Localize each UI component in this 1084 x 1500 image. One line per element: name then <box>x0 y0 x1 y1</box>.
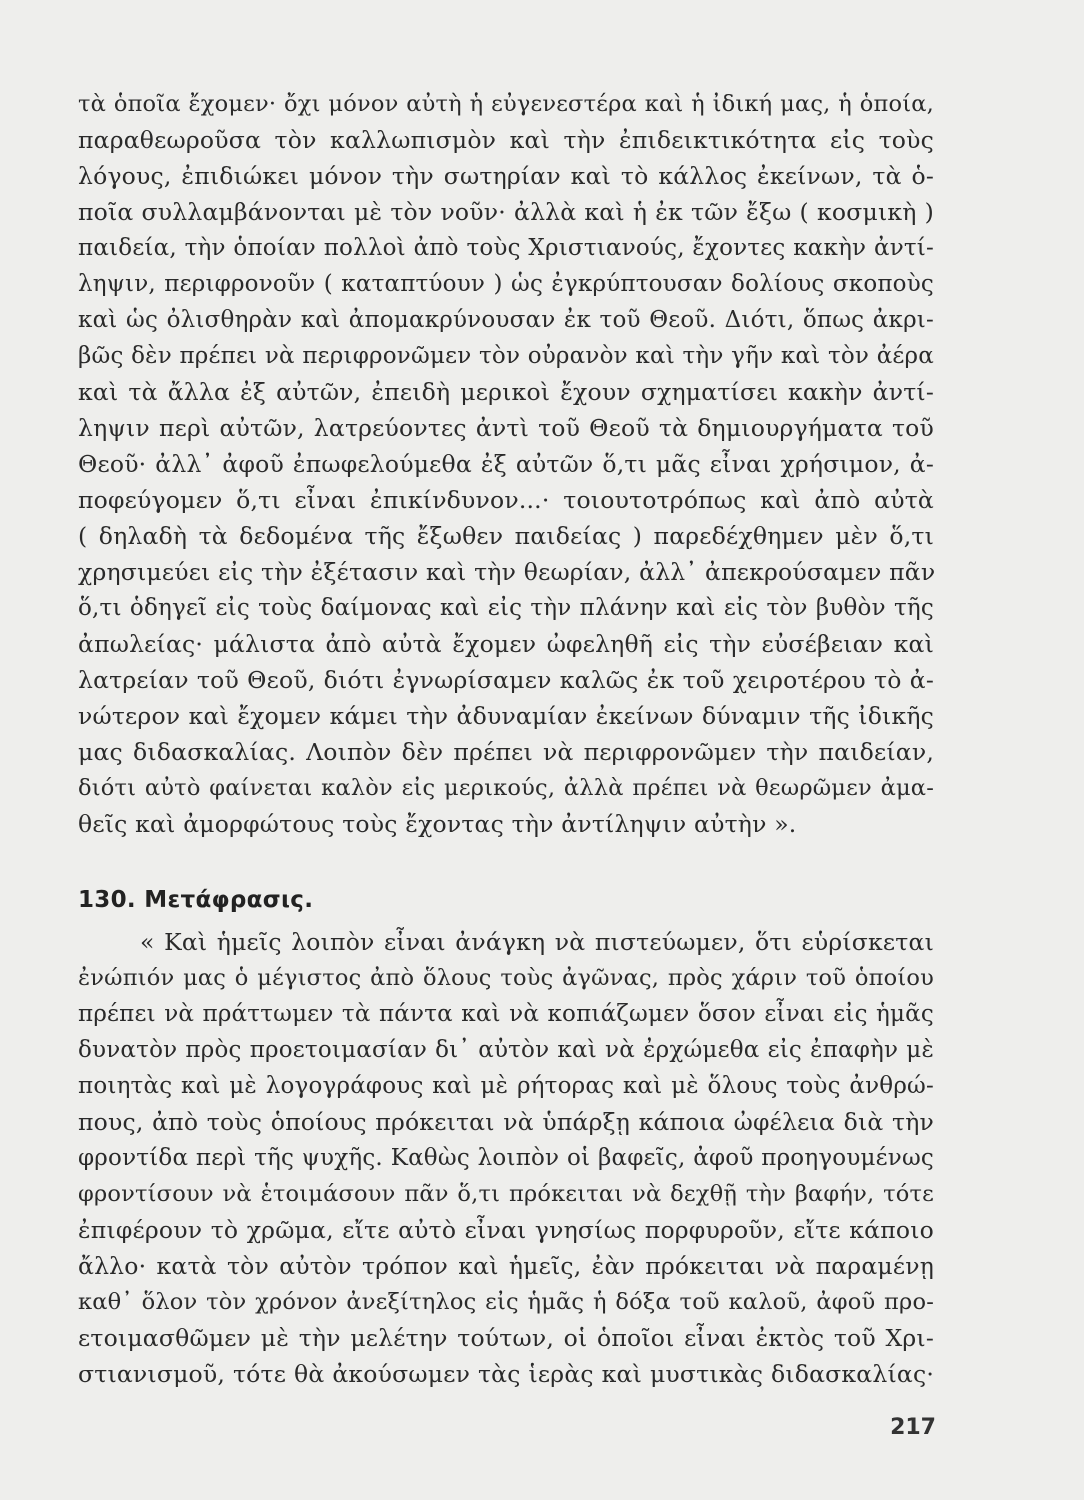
text-line: Θεοῦ· ἀλλ᾽ ἀφοῦ ἐπωφελούμεθα ἐξ αὐτῶν ὅ,τι μᾶς εἶναι χρήσιμον, ἀ- <box>78 450 934 478</box>
text-line: ἀπωλείας· μάλιστα ἀπὸ αὐτὰ ἔχομεν ὠφεληθῆ εἰς τὴν εὐσέβειαν καὶ <box>78 630 934 658</box>
text-line: βῶς δὲν πρέπει νὰ περιφρονῶμεν τὸν οὐρανὸν καὶ τὴν γῆν καὶ τὸν ἀέρα <box>78 343 934 369</box>
page-number: 217 <box>890 1415 936 1440</box>
text-line: ληψιν περὶ αὐτῶν, λατρεύοντες ἀντὶ τοῦ Θεοῦ τὰ δημιουργήματα τοῦ <box>78 414 934 442</box>
text-line: τὰ ὁποῖα ἔχομεν· ὄχι μόνον αὐτὴ ἡ εὐγενεστέρα καὶ ἡ ἰδική μας, ἡ ὁποία, <box>78 91 934 117</box>
text-line: ἄλλο· κατὰ τὸν αὐτὸν τρόπον καὶ ἡμεῖς, ἐὰν πρόκειται νὰ παραμένῃ <box>78 1252 934 1280</box>
text-line: φροντίδα περὶ τῆς ψυχῆς. Καθὼς λοιπὸν οἱ βαφεῖς, ἀφοῦ προηγουμένως <box>78 1145 934 1171</box>
text-line: καὶ ὡς ὀλισθηρὰν καὶ ἀπομακρύνουσαν ἐκ τοῦ Θεοῦ. Διότι, ὅπως ἀκρι- <box>78 307 934 333</box>
text-line: λόγους, ἐπιδιώκει μόνον τὴν σωτηρίαν καὶ τὸ κάλλος ἐκείνων, τὰ ὁ- <box>78 162 934 190</box>
text-line: χρησιμεύει εἰς τὴν ἐξέτασιν καὶ τὴν θεωρίαν, ἀλλ᾽ ἀπεκρούσαμεν πᾶν <box>78 558 936 586</box>
text-line: ποῖα συλλαμβάνονται μὲ τὸν νοῦν· ἀλλὰ καὶ ἡ ἐκ τῶν ἔξω ( κοσμικὴ ) <box>78 198 934 226</box>
text-line: ετοιμασθῶμεν μὲ τὴν μελέτην τούτων, οἱ ὁποῖοι εἶναι ἐκτὸς τοῦ Χρι- <box>78 1324 934 1352</box>
text-line: καθ᾽ ὅλον τὸν χρόνον ἀνεξίτηλος εἰς ἡμᾶς ἡ δόξα τοῦ καλοῦ, ἀφοῦ προ- <box>78 1289 934 1315</box>
text-line: « Καὶ ἡμεῖς λοιπὸν εἶναι ἀνάγκη νὰ πιστεύωμεν, ὅτι εὑρίσκεται <box>140 928 934 956</box>
section-heading: 130. Μετάφρασις. <box>78 887 314 913</box>
text-line: νώτερον καὶ ἔχομεν κάμει τὴν ἀδυναμίαν ἐκείνων δύναμιν τῆς ἰδικῆς <box>78 702 934 730</box>
text-line: ἐπιφέρουν τὸ χρῶμα, εἴτε αὐτὸ εἶναι γνησίως πορφυροῦν, εἴτε κάποιο <box>78 1216 934 1244</box>
text-line: φροντίσουν νὰ ἑτοιμάσουν πᾶν ὅ,τι πρόκειται νὰ δεχθῇ τὴν βαφήν, τότε <box>78 1181 934 1207</box>
text-line: ἐνώπιόν μας ὁ μέγιστος ἀπὸ ὅλους τοὺς ἀγῶνας, πρὸς χάριν τοῦ ὁποίου <box>78 965 934 991</box>
text-line: ληψιν, περιφρονοῦν ( καταπτύουν ) ὡς ἐγκρύπτουσαν δολίους σκοποὺς <box>78 271 934 297</box>
text-line: διότι αὐτὸ φαίνεται καλὸν εἰς μερικούς, ἀλλὰ πρέπει νὰ θεωρῶμεν ἀμα- <box>78 775 934 801</box>
text-line: καὶ τὰ ἄλλα ἐξ αὐτῶν, ἐπειδὴ μερικοὶ ἔχουν σχηματίσει κακὴν ἀντί- <box>78 378 934 406</box>
text-line: λατρείαν τοῦ Θεοῦ, διότι ἐγνωρίσαμεν καλῶς ἐκ τοῦ χειροτέρου τὸ ἀ- <box>78 666 934 694</box>
text-line: παιδεία, τὴν ὁποίαν πολλοὶ ἀπὸ τοὺς Χριστιανούς, ἔχοντες κακὴν ἀντί- <box>78 235 934 261</box>
text-line: παραθεωροῦσα τὸν καλλωπισμὸν καὶ τὴν ἐπιδεικτικότητα εἰς τοὺς <box>78 126 934 154</box>
text-line: πους, ἀπὸ τοὺς ὁποίους πρόκειται νὰ ὑπάρξῃ κάποια ὠφέλεια διὰ τὴν <box>78 1108 934 1136</box>
text-line: ( δηλαδὴ τὰ δεδομένα τῆς ἔξωθεν παιδείας ) παρεδέχθημεν μὲν ὅ,τι <box>78 522 934 550</box>
text-line: ποφεύγομεν ὅ,τι εἶναι ἐπικίνδυνον...· τοιουτοτρόπως καὶ ἀπὸ αὐτὰ <box>78 486 934 514</box>
text-line: ποιητὰς καὶ μὲ λογογράφους καὶ μὲ ρήτορας καὶ μὲ ὅλους τοὺς ἀνθρώ- <box>78 1073 934 1099</box>
text-line: στιανισμοῦ, τότε θὰ ἀκούσωμεν τὰς ἱερὰς καὶ μυστικὰς διδασκαλίας· <box>78 1360 934 1388</box>
text-line: ὅ,τι ὁδηγεῖ εἰς τοὺς δαίμονας καὶ εἰς τὴν πλάνην καὶ εἰς τὸν βυθὸν τῆς <box>78 595 934 621</box>
text-line: μας διδασκαλίας. Λοιπὸν δὲν πρέπει νὰ περιφρονῶμεν τὴν παιδείαν, <box>78 738 934 766</box>
text-line: θεῖς καὶ ἀμορφώτους τοὺς ἔχοντας τὴν ἀντίληψιν αὐτὴν ». <box>78 810 797 838</box>
text-line: πρέπει νὰ πράττωμεν τὰ πάντα καὶ νὰ κοπιάζωμεν ὅσον εἶναι εἰς ἡμᾶς <box>78 1001 934 1027</box>
text-line: δυνατὸν πρὸς προετοιμασίαν δι᾽ αὐτὸν καὶ νὰ ἐρχώμεθα εἰς ἐπαφὴν μὲ <box>78 1037 934 1063</box>
